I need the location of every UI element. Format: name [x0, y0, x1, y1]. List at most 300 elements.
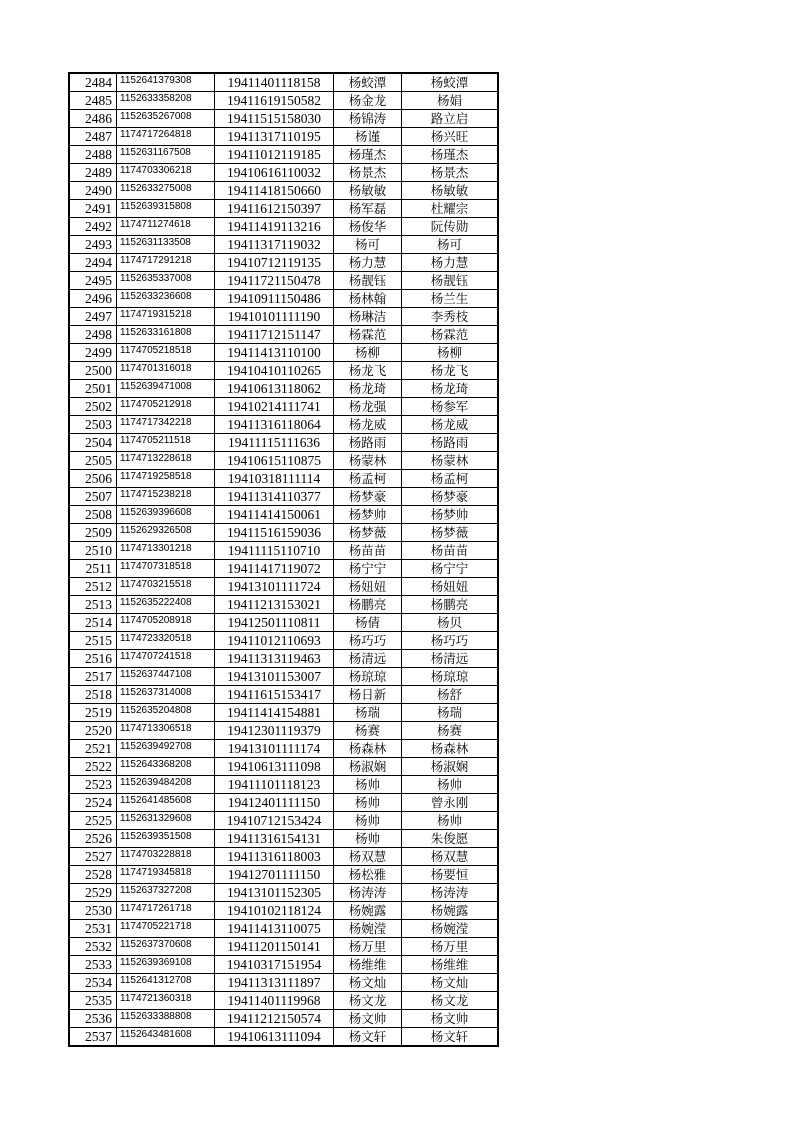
code-cell: 1152631133508: [117, 236, 215, 254]
id-number-cell: 19410214111741: [215, 398, 334, 416]
code-cell: 1174705208918: [117, 614, 215, 632]
table-row: [69, 362, 498, 380]
row-index-cell: 2486: [69, 110, 117, 128]
table-row: [69, 398, 498, 416]
id-number-cell: 19410102118124: [215, 902, 334, 920]
code-cell: 1152631167508: [117, 146, 215, 164]
code-cell: 1152637314008: [117, 686, 215, 704]
table-row: [69, 866, 498, 884]
table-row: [69, 884, 498, 902]
code-cell: 1174705211518: [117, 434, 215, 452]
second-name-cell: 杨帅: [402, 776, 499, 794]
row-index-cell: 2488: [69, 146, 117, 164]
row-index-cell: 2535: [69, 992, 117, 1010]
id-number-cell: 19411316154131: [215, 830, 334, 848]
name-cell: 杨文帅: [334, 1010, 402, 1028]
second-name-cell: 阮传勋: [402, 218, 499, 236]
row-index-cell: 2504: [69, 434, 117, 452]
id-number-cell: 19411314110377: [215, 488, 334, 506]
second-name-cell: 杨梦豪: [402, 488, 499, 506]
table-row: [69, 776, 498, 794]
table-row: [69, 524, 498, 542]
table-row: [69, 650, 498, 668]
code-cell: 1152639471008: [117, 380, 215, 398]
row-index-cell: 2484: [69, 73, 117, 92]
name-cell: 杨帅: [334, 830, 402, 848]
table-row: [69, 578, 498, 596]
name-cell: 杨蒙林: [334, 452, 402, 470]
name-cell: 杨日新: [334, 686, 402, 704]
row-index-cell: 2516: [69, 650, 117, 668]
id-number-cell: 19412301119379: [215, 722, 334, 740]
table-row: [69, 254, 498, 272]
table-row: [69, 110, 498, 128]
table-row: [69, 380, 498, 398]
code-cell: 1152639351508: [117, 830, 215, 848]
second-name-cell: 路立启: [402, 110, 499, 128]
code-cell: 1152641312708: [117, 974, 215, 992]
row-index-cell: 2520: [69, 722, 117, 740]
name-cell: 杨巧巧: [334, 632, 402, 650]
row-index-cell: 2537: [69, 1028, 117, 1047]
table-row: [69, 974, 498, 992]
second-name-cell: 杨瑞: [402, 704, 499, 722]
table-row: [69, 632, 498, 650]
name-cell: 杨力慧: [334, 254, 402, 272]
second-name-cell: 曾永刚: [402, 794, 499, 812]
id-number-cell: 19411115111636: [215, 434, 334, 452]
name-cell: 杨瑾杰: [334, 146, 402, 164]
id-number-cell: 19413101153007: [215, 668, 334, 686]
code-cell: 1174713306518: [117, 722, 215, 740]
id-number-cell: 19411212150574: [215, 1010, 334, 1028]
code-cell: 1152639369108: [117, 956, 215, 974]
table-row: [69, 1028, 498, 1047]
row-index-cell: 2530: [69, 902, 117, 920]
code-cell: 1152633388808: [117, 1010, 215, 1028]
second-name-cell: 杨要恒: [402, 866, 499, 884]
id-number-cell: 19413101111174: [215, 740, 334, 758]
table-row: [69, 938, 498, 956]
row-index-cell: 2532: [69, 938, 117, 956]
id-number-cell: 19411012119185: [215, 146, 334, 164]
id-number-cell: 19411012110693: [215, 632, 334, 650]
name-cell: 杨柳: [334, 344, 402, 362]
id-number-cell: 19411316118064: [215, 416, 334, 434]
name-cell: 杨蛟潭: [334, 73, 402, 92]
code-cell: 1174723320518: [117, 632, 215, 650]
id-number-cell: 19411401118158: [215, 73, 334, 92]
id-number-cell: 19410318111114: [215, 470, 334, 488]
row-index-cell: 2501: [69, 380, 117, 398]
second-name-cell: 杨文轩: [402, 1028, 499, 1047]
code-cell: 1174713301218: [117, 542, 215, 560]
id-number-cell: 19410712119135: [215, 254, 334, 272]
name-cell: 杨瑞: [334, 704, 402, 722]
row-index-cell: 2495: [69, 272, 117, 290]
code-cell: 1152643481608: [117, 1028, 215, 1047]
id-number-cell: 19411619150582: [215, 92, 334, 110]
name-cell: 杨清远: [334, 650, 402, 668]
second-name-cell: 杨参军: [402, 398, 499, 416]
table-row: [69, 722, 498, 740]
table-row: [69, 614, 498, 632]
row-index-cell: 2499: [69, 344, 117, 362]
second-name-cell: 杨赛: [402, 722, 499, 740]
id-number-cell: 19411313111897: [215, 974, 334, 992]
table-row: [69, 902, 498, 920]
table-row: [69, 668, 498, 686]
id-number-cell: 19411213153021: [215, 596, 334, 614]
second-name-cell: 杨蒙林: [402, 452, 499, 470]
code-cell: 1152637370608: [117, 938, 215, 956]
table-row: [69, 794, 498, 812]
row-index-cell: 2515: [69, 632, 117, 650]
id-number-cell: 19412501110811: [215, 614, 334, 632]
name-cell: 杨俊华: [334, 218, 402, 236]
table-row: [69, 686, 498, 704]
code-cell: 1152639396608: [117, 506, 215, 524]
name-cell: 杨金龙: [334, 92, 402, 110]
id-number-cell: 19410615110875: [215, 452, 334, 470]
second-name-cell: 朱俊愿: [402, 830, 499, 848]
row-index-cell: 2514: [69, 614, 117, 632]
code-cell: 1152641379308: [117, 73, 215, 92]
id-number-cell: 19411615153417: [215, 686, 334, 704]
name-cell: 杨森林: [334, 740, 402, 758]
name-cell: 杨赛: [334, 722, 402, 740]
code-cell: 1174705218518: [117, 344, 215, 362]
code-cell: 1174707241518: [117, 650, 215, 668]
second-name-cell: 杨柳: [402, 344, 499, 362]
second-name-cell: 杨力慧: [402, 254, 499, 272]
second-name-cell: 杨敏敏: [402, 182, 499, 200]
id-number-cell: 19411414154881: [215, 704, 334, 722]
id-number-cell: 19411721150478: [215, 272, 334, 290]
second-name-cell: 杨梦薇: [402, 524, 499, 542]
code-cell: 1174705212918: [117, 398, 215, 416]
table-row: [69, 992, 498, 1010]
row-index-cell: 2485: [69, 92, 117, 110]
name-cell: 杨妞妞: [334, 578, 402, 596]
second-name-cell: 杨龙威: [402, 416, 499, 434]
table-row: [69, 218, 498, 236]
name-cell: 杨琼琼: [334, 668, 402, 686]
name-cell: 杨景杰: [334, 164, 402, 182]
table-row: [69, 848, 498, 866]
code-cell: 1152639484208: [117, 776, 215, 794]
second-name-cell: 杨鹏亮: [402, 596, 499, 614]
id-number-cell: 19413101152305: [215, 884, 334, 902]
id-number-cell: 19410613111098: [215, 758, 334, 776]
second-name-cell: 杨路雨: [402, 434, 499, 452]
name-cell: 杨帅: [334, 812, 402, 830]
id-number-cell: 19410911150486: [215, 290, 334, 308]
second-name-cell: 杨苗苗: [402, 542, 499, 560]
name-cell: 杨敏敏: [334, 182, 402, 200]
second-name-cell: 杨蛟潭: [402, 73, 499, 92]
row-index-cell: 2502: [69, 398, 117, 416]
table-row: [69, 146, 498, 164]
table-row: [69, 92, 498, 110]
code-cell: 1152637447108: [117, 668, 215, 686]
row-index-cell: 2526: [69, 830, 117, 848]
id-number-cell: 19411316118003: [215, 848, 334, 866]
code-cell: 1152635204808: [117, 704, 215, 722]
code-cell: 1152643368208: [117, 758, 215, 776]
code-cell: 1152639492708: [117, 740, 215, 758]
row-index-cell: 2536: [69, 1010, 117, 1028]
id-number-cell: 19411515158030: [215, 110, 334, 128]
name-cell: 杨文龙: [334, 992, 402, 1010]
code-cell: 1152635222408: [117, 596, 215, 614]
table-row: [69, 1010, 498, 1028]
table-row: [69, 956, 498, 974]
second-name-cell: 杨孟柯: [402, 470, 499, 488]
name-cell: 杨维维: [334, 956, 402, 974]
row-index-cell: 2524: [69, 794, 117, 812]
row-index-cell: 2511: [69, 560, 117, 578]
name-cell: 杨林翰: [334, 290, 402, 308]
table-row: [69, 452, 498, 470]
code-cell: 1174717291218: [117, 254, 215, 272]
second-name-cell: 杨景杰: [402, 164, 499, 182]
name-cell: 杨文轩: [334, 1028, 402, 1047]
row-index-cell: 2491: [69, 200, 117, 218]
name-cell: 杨龙威: [334, 416, 402, 434]
second-name-cell: 杨舒: [402, 686, 499, 704]
name-cell: 杨梦豪: [334, 488, 402, 506]
id-number-cell: 19410410110265: [215, 362, 334, 380]
name-cell: 杨松雅: [334, 866, 402, 884]
id-number-cell: 19411413110100: [215, 344, 334, 362]
row-index-cell: 2529: [69, 884, 117, 902]
name-cell: 杨双慧: [334, 848, 402, 866]
name-cell: 杨帅: [334, 776, 402, 794]
code-cell: 1152633358208: [117, 92, 215, 110]
second-name-cell: 杨贝: [402, 614, 499, 632]
row-index-cell: 2527: [69, 848, 117, 866]
id-number-cell: 19410613118062: [215, 380, 334, 398]
second-name-cell: 杨靓钰: [402, 272, 499, 290]
table-row: [69, 740, 498, 758]
row-index-cell: 2509: [69, 524, 117, 542]
name-cell: 杨宁宁: [334, 560, 402, 578]
row-index-cell: 2534: [69, 974, 117, 992]
code-cell: 1174719258518: [117, 470, 215, 488]
second-name-cell: 杨兴旺: [402, 128, 499, 146]
table-row: [69, 470, 498, 488]
row-index-cell: 2510: [69, 542, 117, 560]
code-cell: 1174717342218: [117, 416, 215, 434]
id-number-cell: 19410317151954: [215, 956, 334, 974]
id-number-cell: 19411418150660: [215, 182, 334, 200]
id-number-cell: 19412701111150: [215, 866, 334, 884]
code-cell: 1174703228818: [117, 848, 215, 866]
name-cell: 杨文灿: [334, 974, 402, 992]
code-cell: 1152637327208: [117, 884, 215, 902]
table-row: [69, 830, 498, 848]
name-cell: 杨靓钰: [334, 272, 402, 290]
second-name-cell: 杨文灿: [402, 974, 499, 992]
row-index-cell: 2518: [69, 686, 117, 704]
row-index-cell: 2521: [69, 740, 117, 758]
row-index-cell: 2531: [69, 920, 117, 938]
second-name-cell: 杨淑娴: [402, 758, 499, 776]
table-row: [69, 236, 498, 254]
name-cell: 杨婉滢: [334, 920, 402, 938]
row-index-cell: 2497: [69, 308, 117, 326]
code-cell: 1174713228618: [117, 452, 215, 470]
second-name-cell: 杨婉露: [402, 902, 499, 920]
data-table: [68, 72, 499, 1047]
code-cell: 1174703215518: [117, 578, 215, 596]
row-index-cell: 2533: [69, 956, 117, 974]
table-row: [69, 164, 498, 182]
name-cell: 杨路雨: [334, 434, 402, 452]
name-cell: 杨谨: [334, 128, 402, 146]
name-cell: 杨梦帅: [334, 506, 402, 524]
code-cell: 1174715238218: [117, 488, 215, 506]
id-number-cell: 19411419113216: [215, 218, 334, 236]
row-index-cell: 2505: [69, 452, 117, 470]
row-index-cell: 2508: [69, 506, 117, 524]
row-index-cell: 2512: [69, 578, 117, 596]
second-name-cell: 杨琼琼: [402, 668, 499, 686]
second-name-cell: 杨文帅: [402, 1010, 499, 1028]
table-row: [69, 704, 498, 722]
code-cell: 1174717261718: [117, 902, 215, 920]
second-name-cell: 杨维维: [402, 956, 499, 974]
id-number-cell: 19412401111150: [215, 794, 334, 812]
second-name-cell: 杨妞妞: [402, 578, 499, 596]
id-number-cell: 19410613111094: [215, 1028, 334, 1047]
second-name-cell: 杨婉滢: [402, 920, 499, 938]
code-cell: 1152639315808: [117, 200, 215, 218]
code-cell: 1152631329608: [117, 812, 215, 830]
row-index-cell: 2503: [69, 416, 117, 434]
id-number-cell: 19410101111190: [215, 308, 334, 326]
name-cell: 杨淑娴: [334, 758, 402, 776]
id-number-cell: 19411317119032: [215, 236, 334, 254]
second-name-cell: 杨清远: [402, 650, 499, 668]
row-index-cell: 2496: [69, 290, 117, 308]
table-row: [69, 272, 498, 290]
second-name-cell: 杨兰生: [402, 290, 499, 308]
id-number-cell: 19410616110032: [215, 164, 334, 182]
name-cell: 杨倩: [334, 614, 402, 632]
row-index-cell: 2490: [69, 182, 117, 200]
name-cell: 杨万里: [334, 938, 402, 956]
code-cell: 1174719315218: [117, 308, 215, 326]
table-row: [69, 182, 498, 200]
code-cell: 1152629326508: [117, 524, 215, 542]
table-row: [69, 326, 498, 344]
name-cell: 杨可: [334, 236, 402, 254]
id-number-cell: 19411417119072: [215, 560, 334, 578]
second-name-cell: 杨森林: [402, 740, 499, 758]
name-cell: 杨琳洁: [334, 308, 402, 326]
table-row: [69, 506, 498, 524]
code-cell: 1152633275008: [117, 182, 215, 200]
code-cell: 1152633236608: [117, 290, 215, 308]
table-row: [69, 344, 498, 362]
row-index-cell: 2528: [69, 866, 117, 884]
table-row: [69, 308, 498, 326]
code-cell: 1152635267008: [117, 110, 215, 128]
id-number-cell: 19411712151147: [215, 326, 334, 344]
second-name-cell: 杨文龙: [402, 992, 499, 1010]
code-cell: 1174703306218: [117, 164, 215, 182]
table-row: [69, 560, 498, 578]
id-number-cell: 19411115110710: [215, 542, 334, 560]
row-index-cell: 2513: [69, 596, 117, 614]
name-cell: 杨帅: [334, 794, 402, 812]
second-name-cell: 杨宁宁: [402, 560, 499, 578]
name-cell: 杨苗苗: [334, 542, 402, 560]
second-name-cell: 杨娟: [402, 92, 499, 110]
second-name-cell: 杜耀宗: [402, 200, 499, 218]
id-number-cell: 19411313119463: [215, 650, 334, 668]
row-index-cell: 2487: [69, 128, 117, 146]
id-number-cell: 19413101111724: [215, 578, 334, 596]
second-name-cell: 杨万里: [402, 938, 499, 956]
code-cell: 1152633161808: [117, 326, 215, 344]
id-number-cell: 19411413110075: [215, 920, 334, 938]
table-row: [69, 416, 498, 434]
name-cell: 杨龙飞: [334, 362, 402, 380]
second-name-cell: 杨瑾杰: [402, 146, 499, 164]
second-name-cell: 杨梦帅: [402, 506, 499, 524]
code-cell: 1152635337008: [117, 272, 215, 290]
name-cell: 杨梦薇: [334, 524, 402, 542]
row-index-cell: 2493: [69, 236, 117, 254]
table-row: [69, 920, 498, 938]
table-row: [69, 200, 498, 218]
second-name-cell: 杨龙飞: [402, 362, 499, 380]
name-cell: 杨龙强: [334, 398, 402, 416]
row-index-cell: 2523: [69, 776, 117, 794]
name-cell: 杨龙琦: [334, 380, 402, 398]
table-row: [69, 542, 498, 560]
table-row: [69, 812, 498, 830]
second-name-cell: 杨霖范: [402, 326, 499, 344]
row-index-cell: 2494: [69, 254, 117, 272]
id-number-cell: 19411201150141: [215, 938, 334, 956]
data-table-body: [69, 73, 498, 1046]
second-name-cell: 杨可: [402, 236, 499, 254]
code-cell: 1174721360318: [117, 992, 215, 1010]
code-cell: 1174711274618: [117, 218, 215, 236]
id-number-cell: 19411401119968: [215, 992, 334, 1010]
id-number-cell: 19411317110195: [215, 128, 334, 146]
second-name-cell: 杨双慧: [402, 848, 499, 866]
id-number-cell: 19411612150397: [215, 200, 334, 218]
code-cell: 1152641485608: [117, 794, 215, 812]
code-cell: 1174717264818: [117, 128, 215, 146]
name-cell: 杨军磊: [334, 200, 402, 218]
row-index-cell: 2492: [69, 218, 117, 236]
row-index-cell: 2522: [69, 758, 117, 776]
table-row: [69, 758, 498, 776]
row-index-cell: 2525: [69, 812, 117, 830]
code-cell: 1174707318518: [117, 560, 215, 578]
name-cell: 杨锦涛: [334, 110, 402, 128]
row-index-cell: 2500: [69, 362, 117, 380]
name-cell: 杨婉露: [334, 902, 402, 920]
second-name-cell: 杨龙琦: [402, 380, 499, 398]
row-index-cell: 2506: [69, 470, 117, 488]
